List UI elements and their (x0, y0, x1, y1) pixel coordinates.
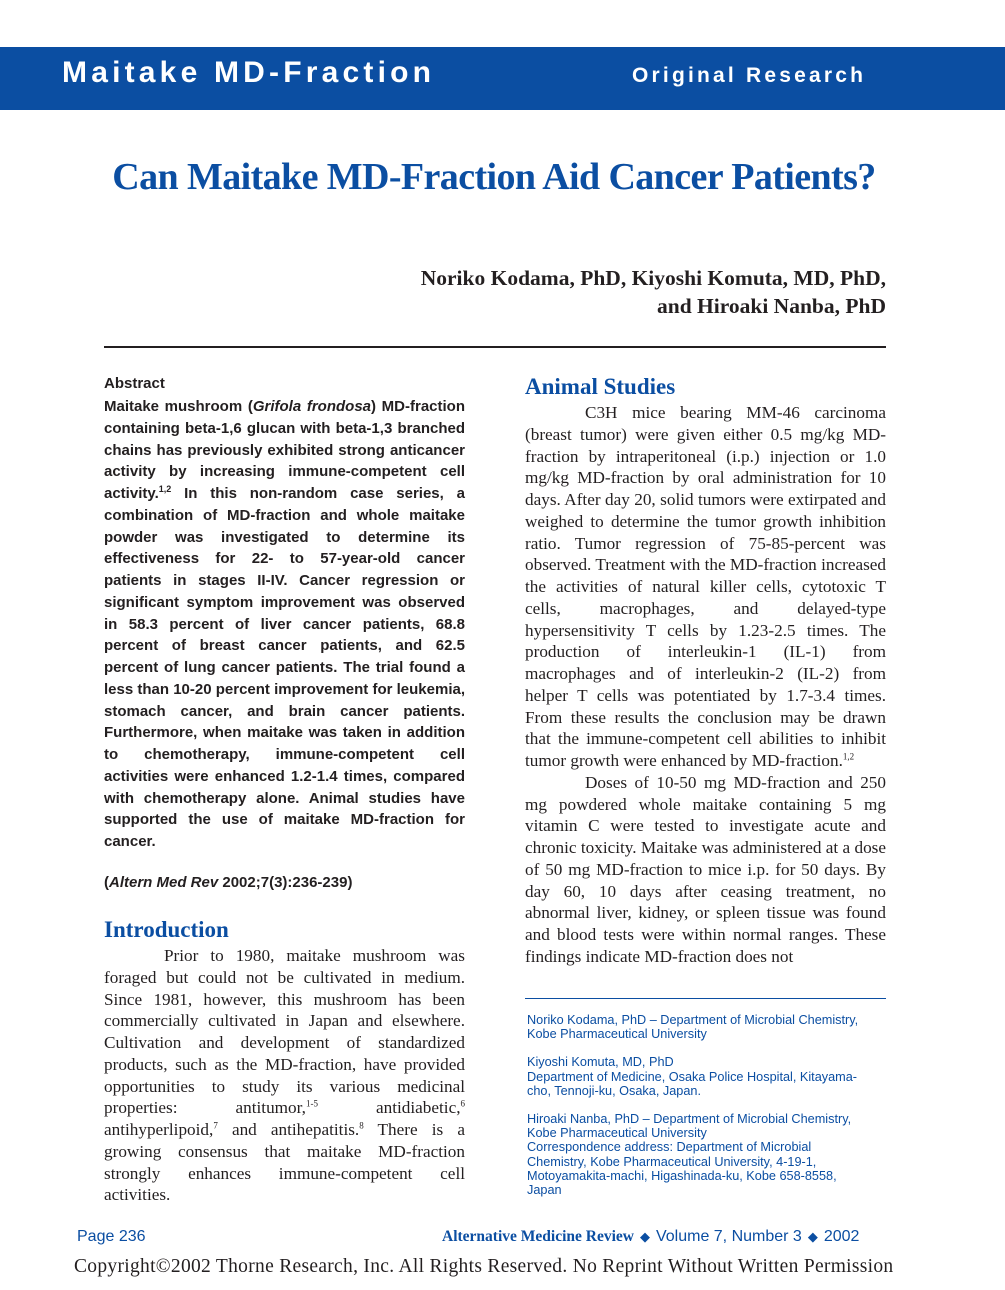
diamond-icon: ◆ (639, 1230, 650, 1245)
affiliation-line: Motoyamakita-machi, Higashinada-ku, Kobe 658-8558, (527, 1168, 837, 1183)
affiliation-line: Kobe Pharmaceutical University (527, 1126, 707, 1141)
animal-text-a: C3H mice bearing MM-46 carcinoma (breast tumor) were given either 0.5 mg/kg MD-fraction by intraperitoneal (i.p.) injection or 1.0 mg/kg MD-fraction by oral administration for 10 days. After day 20, solid tumors were extirpated and weighed to determine the tumor growth inhibition ratio. Tumor regression of 75-85-percent was observed. Treatment with the MD-fraction increased the activities of natural killer cells, cytotoxic T cells, macrophages, and delayed-type hypersensitivity T cells by 1.23-2.5 times. The production of interleukin-1 (IL-1) from macrophages and of interleukin-2 (IL-2) from helper T cells was potentiated by 1.7-3.4 times. From these results the conclusion may be drawn that the immune-competent cell abilities to inhibit tumor growth were enhanced by MD-fraction. (525, 403, 886, 770)
journal-name: Alternative Medicine Review (442, 1228, 634, 1245)
affiliation-line: cho, Tennoji-ku, Osaka, Japan. (527, 1083, 701, 1098)
affiliations-divider (525, 998, 886, 999)
author-line-1: Noriko Kodama, PhD, Kiyoshi Komuta, MD, PhD, (420, 266, 886, 290)
journal-volume: Volume 7, Number 3 (655, 1228, 802, 1245)
introduction-paragraph (104, 945, 465, 1206)
animal-studies-paragraph-1 (525, 402, 886, 772)
author-line-2: and Hiroaki Nanba, PhD (656, 294, 886, 318)
intro-text-d: and antihepatitis. (217, 1120, 360, 1139)
abstract-text (104, 396, 465, 853)
affiliation-line: Japan (527, 1183, 562, 1198)
abstract-text-part-2: ) MD-fraction containing beta-1,6 glucan with beta-1,3 branched chains has previously exhibited strong anticancer activity by increasing immune-competent cell activity. (104, 398, 465, 502)
abstract-text-part-3: In this non-random case series, a combination of MD-fraction and whole maitake powder was investigated to determine its effectiveness for 22- to 57-year-old cancer patients in stages II-IV. Cancer regression or significant symptom improvement was observed in 58.3 percent of liver cancer patients, 68.8 percent of breast cancer patients, and 62.5 percent of lung cancer patients. The trial found a less than 10-20 percent improvement for leukemia, stomach cancer, and brain cancer patients. Furthermore, when maitake was taken in addition to chemotherapy, immune-competent cell activities were enhanced 1.2-1.4 times, compared with chemotherapy alone. Animal studies have supported the use of maitake MD-fraction for cancer. (104, 485, 465, 850)
abstract-citation (104, 873, 465, 893)
affiliation-nanba (527, 1112, 889, 1197)
reference-marker: 1,2 (158, 484, 172, 494)
affiliation-line: Correspondence address: Department of Microbial (527, 1140, 812, 1155)
introduction-text (104, 945, 465, 1206)
journal-info (442, 1228, 859, 1246)
header-band (0, 47, 1005, 110)
copyright-notice: Copyright©2002 Thorne Research, Inc. All Rights Reserved. No Reprint Without Written Permission (74, 1256, 894, 1277)
animal-studies-text (525, 402, 886, 968)
diamond-icon: ◆ (807, 1230, 818, 1245)
reference-marker: 6 (460, 1098, 465, 1109)
running-title: Maitake MD-Fraction (62, 56, 436, 89)
affiliation-line: Chemistry, Kobe Pharmaceutical University, 4-19-1, (527, 1154, 817, 1169)
article-type-label: Original Research (632, 64, 867, 87)
citation-rest: 2002;7(3):236-239) (218, 874, 353, 891)
affiliation-line: Kobe Pharmaceutical University (527, 1027, 707, 1042)
article-title: Can Maitake MD-Fraction Aid Cancer Patients? (112, 156, 876, 198)
animal-studies-paragraph-2: Doses of 10-50 mg MD-fraction and 250 mg powdered whole maitake containing 5 mg vitamin C were tested to investigate acute and chronic toxicity. Maitake was administered at a dose of 50 mg MD-fraction to mice i.p. for 50 days. By day 60, 10 days after ceasing treatment, no abnormal liver, kidney, or spleen tissue was found and blood tests were within normal ranges. These findings indicate MD-fraction does not (525, 772, 886, 966)
citation-open: ( (104, 874, 109, 891)
introduction-heading: Introduction (104, 917, 229, 942)
page-number: Page 236 (77, 1228, 146, 1245)
abstract-text-part-1: Maitake mushroom ( (104, 398, 253, 415)
title-divider (104, 346, 886, 348)
intro-text-b: antidiabetic, (317, 1098, 461, 1118)
affiliation-komuta (527, 1055, 889, 1098)
affiliation-line: Department of Medicine, Osaka Police Hospital, Kitayama- (527, 1069, 858, 1084)
animal-studies-heading: Animal Studies (525, 374, 676, 399)
reference-marker: 1,2 (842, 751, 855, 762)
affiliation-line: Kiyoshi Komuta, MD, PhD (527, 1055, 674, 1070)
journal-year: 2002 (823, 1228, 860, 1245)
affiliation-kodama (527, 1013, 889, 1041)
affiliation-line: Noriko Kodama, PhD – Department of Microbial Chemistry, (527, 1013, 859, 1027)
species-name: Grifola frondosa (252, 398, 372, 415)
intro-text-e: There is a growing consensus that maitake MD-fraction strongly enhances immune-competent cell activities. (104, 1120, 465, 1205)
reference-marker: 7 (213, 1120, 218, 1131)
intro-text-c: antihyperlipoid, (104, 1120, 214, 1139)
affiliation-line: Hiroaki Nanba, PhD – Department of Microbial Chemistry, (527, 1112, 852, 1127)
citation-journal: Altern Med Rev (109, 874, 219, 891)
reference-marker: 8 (359, 1120, 364, 1131)
intro-text-a: Prior to 1980, maitake mushroom was foraged but could not be cultivated in medium. Since 1981, however, this mushroom has been commercially cultivated in Japan and elsewhere. Cultivation and development of standardized products, such as the MD-fraction, have provided opportunities to study its various medicinal properties: antitumor, (104, 946, 465, 1118)
reference-marker: 1-5 (305, 1098, 318, 1109)
author-affiliations (527, 1013, 889, 1211)
abstract-heading: Abstract (104, 375, 165, 392)
author-list (300, 264, 886, 320)
